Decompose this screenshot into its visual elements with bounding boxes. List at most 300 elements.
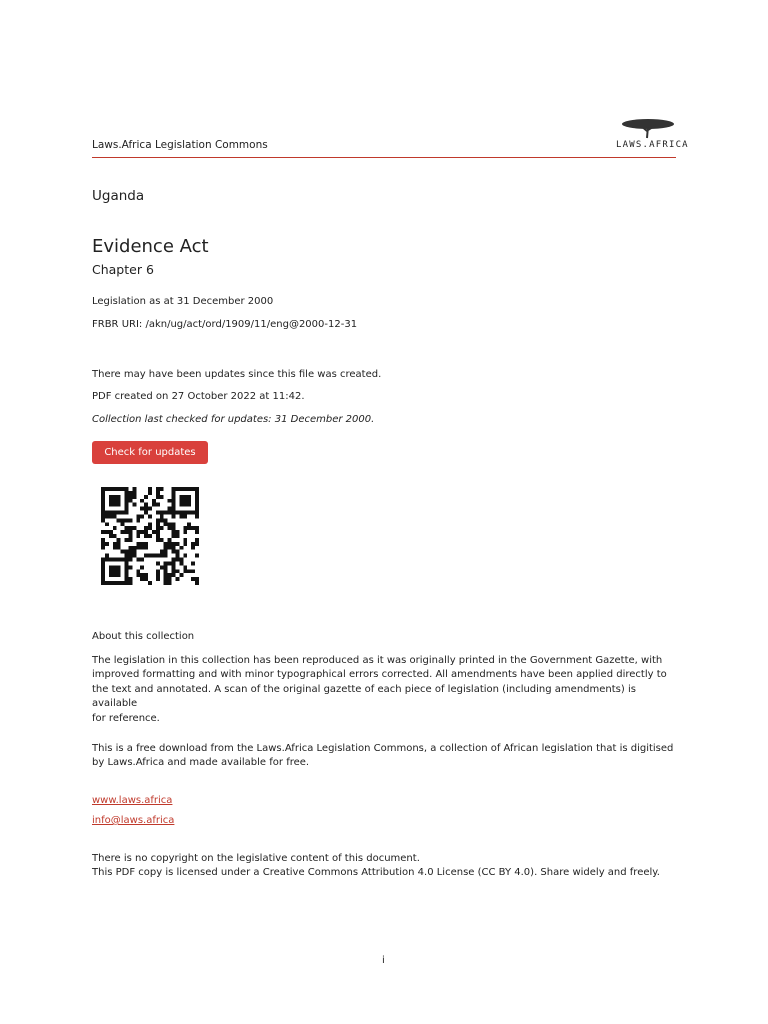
qr-module xyxy=(144,530,148,534)
qr-module xyxy=(128,518,132,522)
qr-module xyxy=(164,546,168,550)
qr-module xyxy=(156,561,160,565)
qr-module xyxy=(160,565,164,569)
qr-module xyxy=(172,522,176,526)
qr-module xyxy=(168,522,172,526)
qr-module xyxy=(164,542,168,546)
page-number: i xyxy=(382,955,385,966)
qr-module xyxy=(195,487,199,491)
qr-module xyxy=(125,511,129,515)
about-paragraph xyxy=(92,654,682,726)
qr-module xyxy=(195,581,199,585)
qr-module xyxy=(164,522,168,526)
qr-module xyxy=(160,487,164,491)
qr-module xyxy=(136,534,140,538)
qr-module xyxy=(125,550,129,554)
qr-module xyxy=(168,499,172,503)
qr-module xyxy=(117,503,121,507)
qr-module xyxy=(172,499,176,503)
qr-module xyxy=(132,503,136,507)
qr-module xyxy=(172,561,176,565)
about-line: the text and annotated. A scan of the original gazette of each piece of legislation (including amendments) is available xyxy=(92,683,636,710)
qr-module xyxy=(195,503,199,507)
qr-module xyxy=(117,558,121,562)
qr-module xyxy=(117,495,121,499)
qr-module xyxy=(117,581,121,585)
qr-module xyxy=(117,511,121,515)
qr-module xyxy=(113,565,117,569)
qr-module xyxy=(113,542,117,546)
qr-module xyxy=(105,522,109,526)
qr-module xyxy=(136,558,140,562)
qr-module xyxy=(117,499,121,503)
qr-module xyxy=(128,577,132,581)
qr-module xyxy=(101,546,105,550)
qr-module xyxy=(183,530,187,534)
qr-module xyxy=(101,558,105,562)
qr-module xyxy=(101,518,105,522)
qr-module xyxy=(156,495,160,499)
qr-module xyxy=(164,577,168,581)
qr-module xyxy=(117,569,121,573)
qr-module xyxy=(125,530,129,534)
qr-module xyxy=(101,507,105,511)
qr-module xyxy=(101,491,105,495)
qr-module xyxy=(144,495,148,499)
qr-module xyxy=(164,518,168,522)
qr-module xyxy=(168,511,172,515)
qr-module xyxy=(183,514,187,518)
qr-module xyxy=(105,558,109,562)
qr-module xyxy=(101,577,105,581)
qr-module xyxy=(179,514,183,518)
qr-module xyxy=(156,534,160,538)
qr-module xyxy=(191,561,195,565)
qr-module xyxy=(172,573,176,577)
qr-module xyxy=(140,565,144,569)
qr-module xyxy=(144,534,148,538)
qr-module xyxy=(101,495,105,499)
qr-module xyxy=(195,495,199,499)
email-link[interactable]: info@laws.africa xyxy=(92,815,175,826)
qr-module xyxy=(191,526,195,530)
qr-module xyxy=(191,577,195,581)
free-download-line: by Laws.Africa and made available for free. xyxy=(92,757,310,769)
qr-module xyxy=(156,569,160,573)
qr-module xyxy=(125,526,129,530)
qr-module xyxy=(191,511,195,515)
qr-module xyxy=(117,518,121,522)
qr-module xyxy=(101,530,105,534)
qr-module xyxy=(195,514,199,518)
qr-module xyxy=(148,526,152,530)
qr-module xyxy=(175,550,179,554)
qr-module xyxy=(125,538,129,542)
qr-module xyxy=(168,542,172,546)
qr-module xyxy=(132,487,136,491)
free-download-line: This is a free download from the Laws.Africa Legislation Commons, a collection of African legislation that is digitised xyxy=(92,743,674,754)
qr-module xyxy=(113,573,117,577)
qr-module xyxy=(164,561,168,565)
qr-module xyxy=(148,491,152,495)
qr-module xyxy=(121,550,125,554)
license-line: This PDF copy is licensed under a Creative Commons Attribution 4.0 License (CC BY 4.0). Share widely and freely. xyxy=(92,867,660,879)
qr-module xyxy=(183,511,187,515)
qr-module xyxy=(164,569,168,573)
qr-module xyxy=(187,495,191,499)
header-divider xyxy=(92,157,676,158)
qr-module xyxy=(172,569,176,573)
qr-module xyxy=(148,487,152,491)
updates-notice: There may have been updates since this file was created. xyxy=(92,369,382,380)
qr-module xyxy=(125,487,129,491)
qr-module xyxy=(183,526,187,530)
qr-module xyxy=(101,499,105,503)
qr-module xyxy=(175,542,179,546)
qr-module xyxy=(172,491,176,495)
qr-module xyxy=(125,554,129,558)
qr-module xyxy=(172,526,176,530)
qr-module xyxy=(113,499,117,503)
qr-module xyxy=(109,503,113,507)
qr-module xyxy=(140,542,144,546)
qr-module xyxy=(172,546,176,550)
qr-module xyxy=(168,538,172,542)
qr-module xyxy=(117,573,121,577)
qr-module xyxy=(113,546,117,550)
qr-module xyxy=(156,511,160,515)
qr-module xyxy=(160,514,164,518)
qr-module xyxy=(183,569,187,573)
qr-module xyxy=(140,507,144,511)
qr-module xyxy=(156,526,160,530)
qr-module xyxy=(164,550,168,554)
qr-module xyxy=(101,581,105,585)
qr-module xyxy=(172,530,176,534)
qr-module xyxy=(109,581,113,585)
qr-module xyxy=(168,507,172,511)
qr-module xyxy=(132,546,136,550)
last-checked-note: Collection last checked for updates: 31 December 2000. xyxy=(92,414,375,425)
qr-module xyxy=(109,487,113,491)
about-line: improved formatting and with minor typographical errors corrected. All amendments have been applied directly to xyxy=(92,669,667,681)
qr-module xyxy=(172,534,176,538)
qr-module xyxy=(172,542,176,546)
qr-module xyxy=(156,554,160,558)
qr-module xyxy=(117,487,121,491)
qr-module xyxy=(132,526,136,530)
qr-module xyxy=(144,526,148,530)
qr-module xyxy=(195,554,199,558)
qr-module xyxy=(136,514,140,518)
qr-module xyxy=(101,511,105,515)
qr-module xyxy=(105,581,109,585)
qr-module xyxy=(125,565,129,569)
qr-module xyxy=(179,561,183,565)
qr-module xyxy=(156,538,160,542)
qr-module xyxy=(136,573,140,577)
qr-module xyxy=(144,546,148,550)
qr-module xyxy=(164,511,168,515)
qr-module xyxy=(117,565,121,569)
qr-module xyxy=(195,538,199,542)
country-name: Uganda xyxy=(92,188,145,204)
qr-module xyxy=(136,518,140,522)
qr-module xyxy=(101,573,105,577)
qr-module xyxy=(168,573,172,577)
qr-module xyxy=(172,565,176,569)
qr-module xyxy=(156,487,160,491)
qr-module xyxy=(148,534,152,538)
qr-module xyxy=(117,546,121,550)
qr-module xyxy=(121,487,125,491)
qr-module xyxy=(179,499,183,503)
qr-module xyxy=(179,487,183,491)
qr-module xyxy=(121,581,125,585)
qr-module xyxy=(109,573,113,577)
qr-module xyxy=(132,550,136,554)
qr-module xyxy=(152,530,156,534)
qr-module xyxy=(101,538,105,542)
qr-module xyxy=(101,503,105,507)
qr-module xyxy=(136,542,140,546)
about-heading: About this collection xyxy=(92,631,195,642)
chapter-label: Chapter 6 xyxy=(92,262,154,277)
qr-module xyxy=(172,558,176,562)
qr-module xyxy=(156,577,160,581)
qr-module xyxy=(187,526,191,530)
qr-module xyxy=(156,530,160,534)
qr-module xyxy=(160,518,164,522)
qr-module xyxy=(125,499,129,503)
qr-module xyxy=(187,503,191,507)
qr-module xyxy=(168,581,172,585)
qr-module xyxy=(128,558,132,562)
qr-module xyxy=(105,554,109,558)
qr-module xyxy=(191,546,195,550)
qr-module xyxy=(172,507,176,511)
qr-module xyxy=(183,487,187,491)
qr-module xyxy=(175,530,179,534)
qr-module xyxy=(148,554,152,558)
about-line: for reference. xyxy=(92,712,160,724)
qr-module xyxy=(156,522,160,526)
qr-module xyxy=(109,530,113,534)
qr-module xyxy=(144,577,148,581)
qr-module xyxy=(113,558,117,562)
qr-module xyxy=(113,534,117,538)
qr-module xyxy=(136,546,140,550)
contact-links xyxy=(92,788,174,827)
qr-module xyxy=(160,526,164,530)
qr-module xyxy=(101,565,105,569)
qr-module xyxy=(140,530,144,534)
qr-module xyxy=(179,558,183,562)
qr-module xyxy=(164,565,168,569)
qr-module xyxy=(195,491,199,495)
qr-module xyxy=(113,511,117,515)
qr-module xyxy=(152,503,156,507)
qr-module xyxy=(125,577,129,581)
qr-module xyxy=(136,569,140,573)
qr-module xyxy=(113,495,117,499)
qr-module xyxy=(175,554,179,558)
qr-module xyxy=(179,503,183,507)
qr-module xyxy=(125,518,129,522)
qr-module xyxy=(132,495,136,499)
qr-module xyxy=(195,511,199,515)
qr-module xyxy=(125,491,129,495)
qr-module xyxy=(125,561,129,565)
copyright-notice xyxy=(92,852,682,881)
qr-module xyxy=(140,577,144,581)
qr-module xyxy=(160,495,164,499)
qr-module xyxy=(195,499,199,503)
qr-module xyxy=(152,554,156,558)
qr-module xyxy=(121,522,125,526)
qr-module xyxy=(191,569,195,573)
qr-module xyxy=(128,530,132,534)
qr-module xyxy=(172,487,176,491)
qr-module xyxy=(113,569,117,573)
qr-module xyxy=(128,565,132,569)
qr-module xyxy=(140,558,144,562)
qr-module xyxy=(175,558,179,562)
legislation-date: Legislation as at 31 December 2000 xyxy=(92,296,274,307)
qr-module xyxy=(187,569,191,573)
qr-module xyxy=(125,495,129,499)
qr-module xyxy=(109,558,113,562)
qr-module xyxy=(187,487,191,491)
qr-module xyxy=(132,554,136,558)
about-line: The legislation in this collection has been reproduced as it was originally printed in the Government Gazette, with xyxy=(92,655,663,666)
qr-module xyxy=(140,499,144,503)
qr-module xyxy=(101,487,105,491)
qr-module xyxy=(175,511,179,515)
copyright-line: There is no copyright on the legislative content of this document. xyxy=(92,853,420,864)
qr-module xyxy=(121,530,125,534)
qr-module xyxy=(168,577,172,581)
qr-module xyxy=(136,530,140,534)
qr-module xyxy=(121,558,125,562)
qr-module xyxy=(164,554,168,558)
qr-module xyxy=(160,511,164,515)
qr-module xyxy=(175,577,179,581)
qr-module xyxy=(105,530,109,534)
qr-module xyxy=(195,542,199,546)
qr-module xyxy=(168,526,172,530)
qr-module xyxy=(183,565,187,569)
qr-module xyxy=(105,542,109,546)
qr-module xyxy=(175,487,179,491)
qr-module xyxy=(179,573,183,577)
qr-module xyxy=(172,495,176,499)
qr-module xyxy=(195,530,199,534)
qr-module xyxy=(109,565,113,569)
qr-code-icon[interactable] xyxy=(99,487,201,585)
pdf-created-date: PDF created on 27 October 2022 at 11:42. xyxy=(92,391,305,402)
qr-module xyxy=(128,538,132,542)
qr-module xyxy=(113,503,117,507)
qr-module xyxy=(128,534,132,538)
qr-module xyxy=(117,542,121,546)
qr-module xyxy=(101,561,105,565)
qr-module xyxy=(168,561,172,565)
qr-module xyxy=(144,554,148,558)
qr-module xyxy=(195,577,199,581)
qr-module xyxy=(156,503,160,507)
qr-module xyxy=(105,511,109,515)
qr-module xyxy=(144,511,148,515)
qr-module xyxy=(160,554,164,558)
qr-module xyxy=(144,507,148,511)
qr-module xyxy=(109,511,113,515)
qr-module xyxy=(156,518,160,522)
qr-module xyxy=(113,487,117,491)
qr-module xyxy=(121,518,125,522)
qr-module xyxy=(179,546,183,550)
qr-module xyxy=(113,514,117,518)
qr-module xyxy=(125,581,129,585)
qr-module xyxy=(179,495,183,499)
qr-module xyxy=(132,491,136,495)
qr-module xyxy=(191,542,195,546)
qr-module xyxy=(164,581,168,585)
check-for-updates-button[interactable]: Check for updates xyxy=(92,441,208,464)
qr-module xyxy=(128,491,132,495)
qr-module xyxy=(148,507,152,511)
qr-module xyxy=(195,526,199,530)
qr-module xyxy=(183,503,187,507)
qr-module xyxy=(128,546,132,550)
qr-module xyxy=(191,487,195,491)
qr-module xyxy=(175,569,179,573)
qr-module xyxy=(160,550,164,554)
qr-module xyxy=(160,538,164,542)
qr-module xyxy=(109,514,113,518)
qr-module xyxy=(164,573,168,577)
qr-module xyxy=(187,522,191,526)
qr-module xyxy=(172,503,176,507)
document-title: Evidence Act xyxy=(92,236,209,257)
qr-module xyxy=(125,573,129,577)
qr-module xyxy=(156,573,160,577)
laws-africa-logo-text: LAWS.AFRICA xyxy=(616,140,689,150)
qr-module xyxy=(113,526,117,530)
qr-module xyxy=(172,514,176,518)
website-link[interactable]: www.laws.africa xyxy=(92,795,173,806)
qr-module xyxy=(128,499,132,503)
qr-module xyxy=(179,511,183,515)
qr-module xyxy=(187,511,191,515)
qr-module xyxy=(109,499,113,503)
qr-module xyxy=(125,507,129,511)
qr-module xyxy=(128,581,132,585)
qr-module xyxy=(128,526,132,530)
qr-module xyxy=(183,499,187,503)
collection-title: Laws.Africa Legislation Commons xyxy=(92,139,268,151)
qr-module xyxy=(172,511,176,515)
qr-module xyxy=(125,569,129,573)
qr-module xyxy=(144,573,148,577)
qr-module xyxy=(128,495,132,499)
free-download-paragraph xyxy=(92,742,682,771)
qr-module xyxy=(105,514,109,518)
qr-module xyxy=(144,503,148,507)
qr-module xyxy=(172,550,176,554)
qr-module xyxy=(175,534,179,538)
qr-module xyxy=(105,487,109,491)
